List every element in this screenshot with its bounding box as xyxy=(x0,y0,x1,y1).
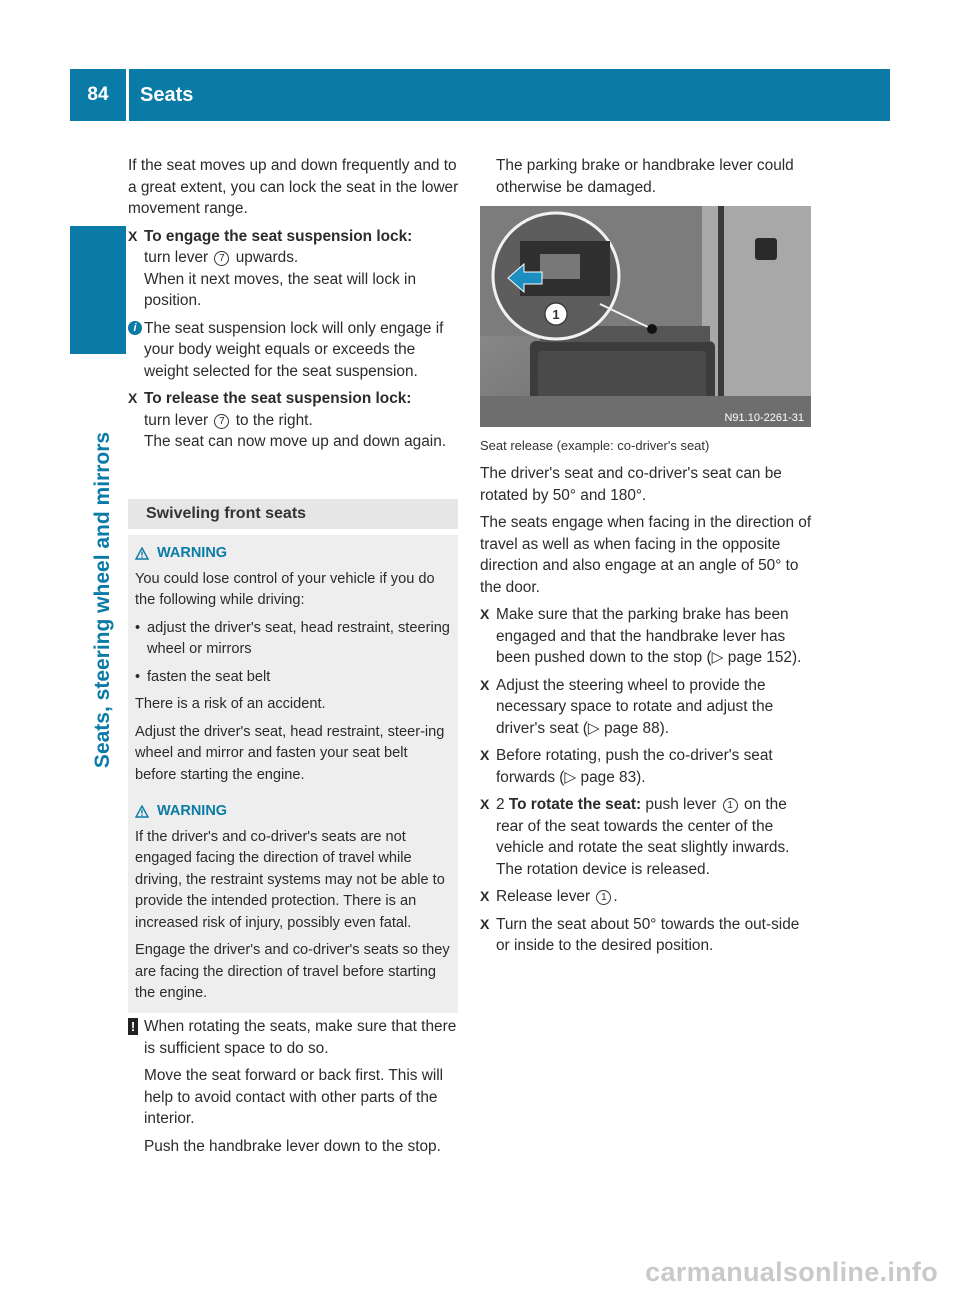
step-co-driver-seat: X Before rotating, push the co-driver's seat forwards (▷ page 83). xyxy=(480,747,773,786)
step-arrow-icon: X xyxy=(128,227,138,244)
warning-box-1: WARNING You could lose control of your vehicle if you do the following while driving: • adjust the driver's seat, head restraint, steering wheel or mirrors • fasten the seat belt There is a risk of an accident. Adjust the driver's seat, head restraint, steer-ing wheel and mirror and fasten your seat belt before starting the engine. xyxy=(128,535,458,794)
step-heading: To engage the seat suspension lock: xyxy=(144,227,413,245)
step-arrow-icon: X xyxy=(480,915,490,932)
step-arrow-icon: X xyxy=(480,606,490,622)
warning-title: WARNING xyxy=(135,543,450,565)
warning-title: WARNING xyxy=(135,801,450,823)
step-turn-seat: X Turn the seat about 50° towards the out-side or inside to the desired position. xyxy=(480,915,800,954)
warning-triangle-icon xyxy=(135,547,149,560)
step-arrow-icon: X xyxy=(128,390,138,406)
step-arrow-icon: X xyxy=(480,676,490,693)
left-column xyxy=(128,155,460,459)
lever-7-icon: 7 xyxy=(214,251,229,266)
step-parking-brake: X Make sure that the parking brake has been engaged and that the handbrake lever has been pushed down to the stop (▷ page 152). xyxy=(480,606,802,666)
info-note: i The seat suspension lock will only engage if your body weight equals or exceeds the weight selected for the seat suspension. xyxy=(128,318,460,383)
page-ref-icon: ▷ xyxy=(711,649,724,666)
photo-callout-number: 1 xyxy=(552,307,560,322)
lever-1-icon: 1 xyxy=(596,890,611,905)
caution-note: ! When rotating the seats, make sure that there is sufficient space to do so. Move the seat forward or back first. This will help to avoid contact with other parts of the interior. Push the handbrake lever down to the stop. xyxy=(128,1016,460,1163)
chapter-label: Seats, steering wheel and mirrors xyxy=(91,431,114,769)
header-divider xyxy=(126,69,129,121)
step-arrow-icon: X xyxy=(480,747,490,763)
page-number: 84 xyxy=(87,84,109,105)
watermark: carmanualsonline.info xyxy=(645,1257,938,1287)
chapter-tab xyxy=(70,226,126,354)
step-result: When it next moves, the seat will lock in position. xyxy=(144,270,417,309)
step-rotate-seat: X 2 To rotate the seat: push lever 1 on the rear of the seat towards the center of the vehicle and rotate the seat slightly inwards. The rotation device is released. xyxy=(480,796,790,878)
caution-icon: ! xyxy=(128,1018,138,1035)
right-column-body: The driver's seat and co-driver's seat can be rotated by 50° and 180°. The seats engage when facing in the direction of travel as well as when facing in the opposite direction and also engage at an angle of 50° to the door. X Make sure that the parking brake has been engaged and that the handbrake lever has been pushed down to the stop (▷ page 152). X Adjust the steering wheel to provide the necessary space to rotate and adjust the driver's seat (▷ page 88). X Before rotating, push the co-driver's seat forwards (▷ page 83). X 2 To rotate the seat: push lever 1 on the rear of the seat towards the center of the vehicle and rotate the seat slightly inwards. The rotation device is released. X Release lever 1 . X Turn the seat about 50° towards the out-side or inside to the desired position. xyxy=(480,463,813,963)
step-engage-lock: X To engage the seat suspension lock: turn lever 7 upwards. When it next moves, the seat will lock in position. xyxy=(128,227,417,309)
info-icon: i xyxy=(128,321,142,335)
lever-7-icon: 7 xyxy=(214,414,229,429)
warning-box-2: WARNING If the driver's and co-driver's seats are not engaged facing the direction of travel while driving, the restraint systems may not be able to provide the intended protection. There is an increased risk of injury, possibly even fatal. Engage the driver's and co-driver's seats so they are facing the direction of travel before starting the engine. xyxy=(128,793,458,1013)
photo-caption: Seat release (example: co-driver's seat) xyxy=(480,438,710,453)
lever-1-icon: 1 xyxy=(723,798,738,813)
step-heading: To release the seat suspension lock: xyxy=(144,390,412,407)
step-release-lock: X To release the seat suspension lock: turn lever 7 to the right. The seat can now move up and down again. xyxy=(128,390,447,450)
section-heading: Swiveling front seats xyxy=(128,499,458,529)
page-ref-icon: ▷ xyxy=(587,719,600,737)
right-column-top: The parking brake or handbrake lever could otherwise be damaged. xyxy=(496,157,794,196)
seat-release-photo xyxy=(480,206,811,427)
photo-code: N91.10-2261-31 xyxy=(724,412,804,424)
warning-triangle-icon xyxy=(135,805,149,818)
warning-bullet: • adjust the driver's seat, head restraint, steering wheel or mirrors xyxy=(135,618,450,661)
step-arrow-icon: X xyxy=(480,796,490,812)
warning-bullet: • fasten the seat belt xyxy=(135,667,450,689)
intro-paragraph: If the seat moves up and down frequently and to a great extent, you can lock the seat in the lower movement range. xyxy=(128,157,459,217)
page-title: Seats xyxy=(140,84,194,106)
step-arrow-icon: X xyxy=(480,888,490,904)
step-steering-wheel: X Adjust the steering wheel to provide the necessary space to rotate and adjust the driver's seat (▷ page 88). xyxy=(480,676,774,737)
page-ref-icon: ▷ xyxy=(564,768,577,786)
step-release-lever: X Release lever 1 . xyxy=(480,886,813,908)
seat-photo-image xyxy=(480,206,811,427)
step-result: The seat can now move up and down again. xyxy=(144,433,447,450)
